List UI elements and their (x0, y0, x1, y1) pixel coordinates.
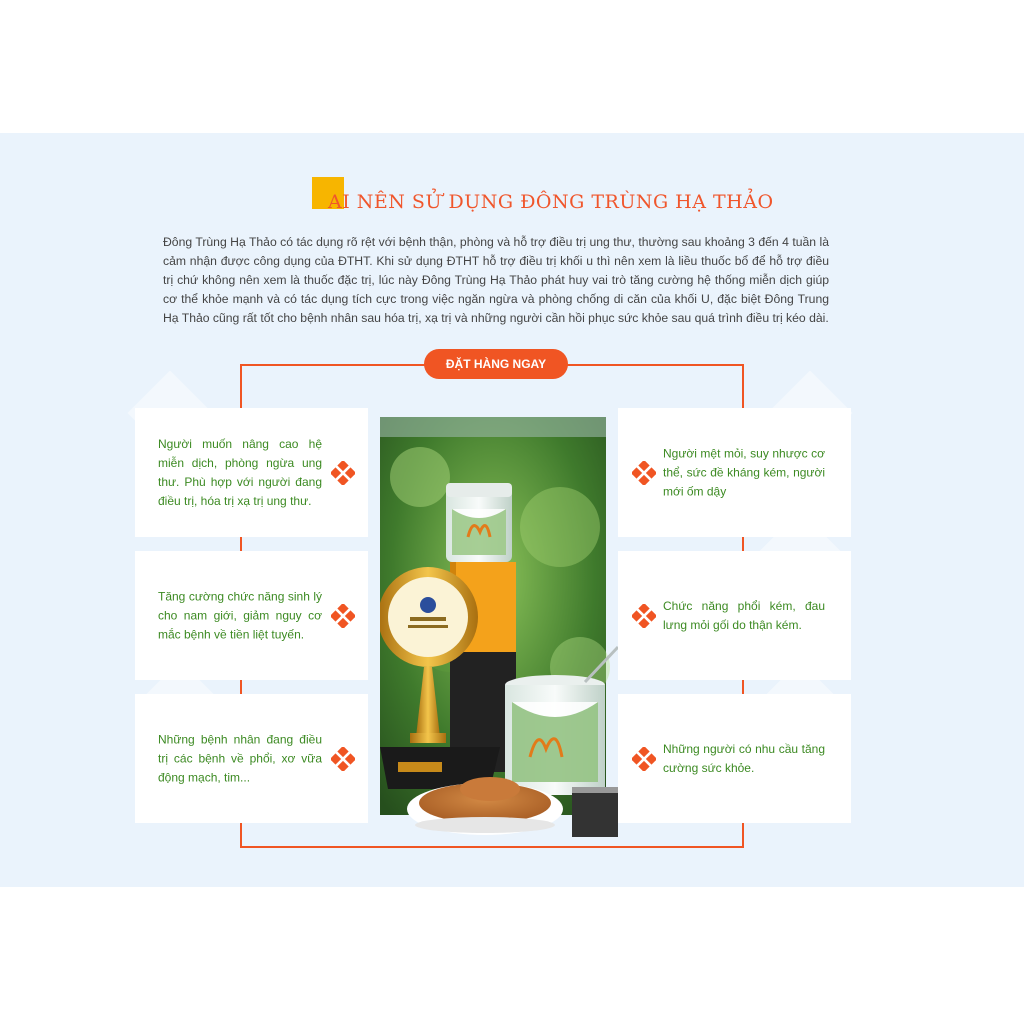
card-text: Những bệnh nhân đang điều trị các bệnh về phổi, xơ vữa động mạch, tim... (158, 732, 322, 784)
title-text: AI NÊN SỬ DỤNG ĐÔNG TRÙNG HẠ THẢO (328, 191, 774, 213)
diamond-cluster-icon (331, 604, 355, 628)
diamond-cluster-icon (331, 747, 355, 771)
card-left-1 (135, 408, 368, 537)
diamond-cluster-icon (632, 747, 656, 771)
product-photo (380, 417, 618, 847)
diamond-cluster-icon (632, 604, 656, 628)
card-right-1 (618, 408, 851, 537)
card-text: Chức năng phổi kém, đau lưng mỏi gối do thận kém. (663, 598, 825, 632)
diamond-cluster-icon (632, 461, 656, 485)
diamond-cluster-icon (331, 461, 355, 485)
card-right-3 (618, 694, 851, 823)
card-text: Tăng cường chức năng sinh lý cho nam giới, giảm nguy cơ mắc bệnh về tiền liệt tuyến. (158, 589, 322, 641)
card-text: Người mệt mỏi, suy nhược cơ thể, sức đề kháng kém, người mới ốm dậy (663, 446, 825, 498)
card-text: Những người có nhu cầu tăng cường sức khỏe. (663, 741, 825, 775)
section-title (312, 177, 772, 217)
intro-paragraph: Đông Trùng Hạ Thảo có tác dụng rõ rệt với bệnh thận, phòng và hỗ trợ điều trị ung thư, thường sau khoảng 3 đến 4 tuần là cảm nhận được công dụng của ĐTHT. Khi sử dụng ĐTHT hỗ trợ điều trị khối u thì nên xem là liều thuốc bổ để hỗ trợ điều trị chứ không nên xem là thuốc đặc trị, lúc này Đông Trùng Hạ Thảo phát huy vai trò tăng cường hệ thống miễn dịch giúp cơ thể khỏe mạnh và có tác dụng tích cực trong việc ngăn ngừa và phòng chống di căn của khối U, đặc biệt Đông Trung Hạ Thảo cũng rất tốt cho bệnh nhân sau hóa trị, xạ trị và những người cần hồi phục sức khỏe sau quá trình điều trị kéo dài. (163, 235, 829, 325)
order-now-button[interactable]: ĐẶT HÀNG NGAY (424, 349, 568, 379)
card-left-2 (135, 551, 368, 680)
card-text: Người muốn nâng cao hệ miễn dịch, phòng ngừa ung thư. Phù hợp với người đang điều trị, hóa trị xạ trị ung thư. (158, 436, 322, 508)
card-right-2 (618, 551, 851, 680)
who-should-use-section (0, 133, 1024, 887)
card-left-3 (135, 694, 368, 823)
